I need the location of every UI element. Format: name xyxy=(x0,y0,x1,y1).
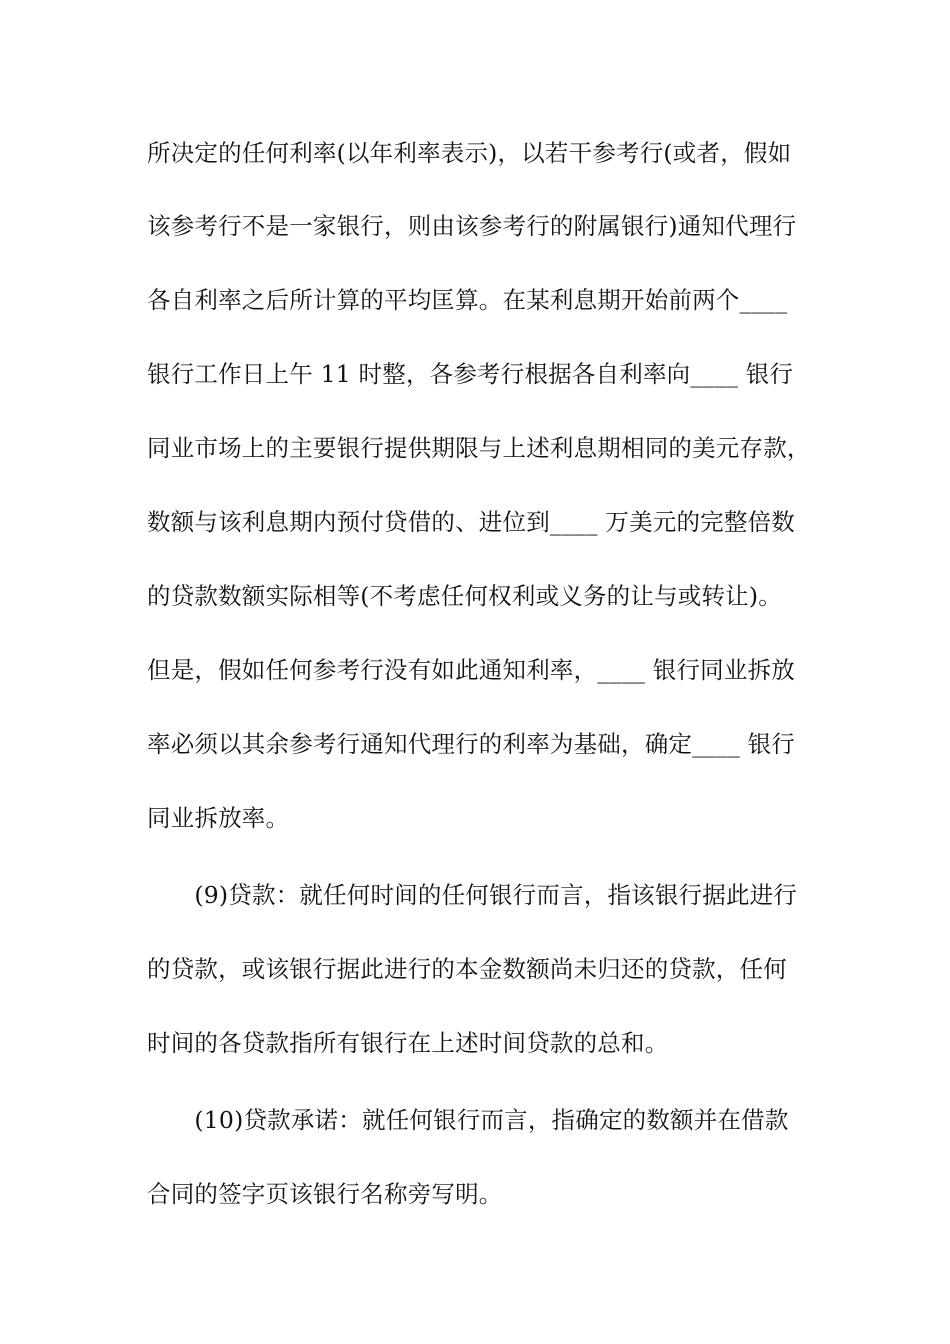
text-line: 时间的各贷款指所有银行在上述时间贷款的总和。 xyxy=(147,1029,669,1057)
text-line: 的贷款，或该银行据此进行的本金数额尚未归还的贷款，任何 xyxy=(147,955,787,983)
text-line: (10)贷款承诺：就任何银行而言，指确定的数额并在借款 xyxy=(147,1106,789,1134)
text-line: 银行工作日上午 11 时整，各参考行根据各自利率向____ 银行 xyxy=(147,360,794,388)
text-line: 各自利率之后所计算的平均匡算。在某利息期开始前两个____ xyxy=(147,286,788,314)
text-line: 所决定的任何利率(以年利率表示)，以若干参考行(或者，假如 xyxy=(147,139,792,167)
text-line: 数额与该利息期内预付贷借的、进位到____ 万美元的完整倍数 xyxy=(147,508,795,536)
text-line: (9)贷款：就任何时间的任何银行而言，指该银行据此进行 xyxy=(147,881,798,909)
text-line: 同业市场上的主要银行提供期限与上述利息期相同的美元存款， xyxy=(147,434,811,462)
text-line: 的贷款数额实际相等(不考虑任何权利或义务的让与或转让)。 xyxy=(147,582,782,610)
text-line: 率必须以其余参考行通知代理行的利率为基础，确定____ 银行 xyxy=(147,730,795,758)
text-line: 但是，假如任何参考行没有如此通知利率，____ 银行同业拆放 xyxy=(147,656,795,684)
text-line: 合同的签字页该银行名称旁写明。 xyxy=(147,1180,503,1208)
text-line: 同业拆放率。 xyxy=(147,804,290,832)
text-line: 该参考行不是一家银行，则由该参考行的附属银行)通知代理行 xyxy=(147,212,797,240)
